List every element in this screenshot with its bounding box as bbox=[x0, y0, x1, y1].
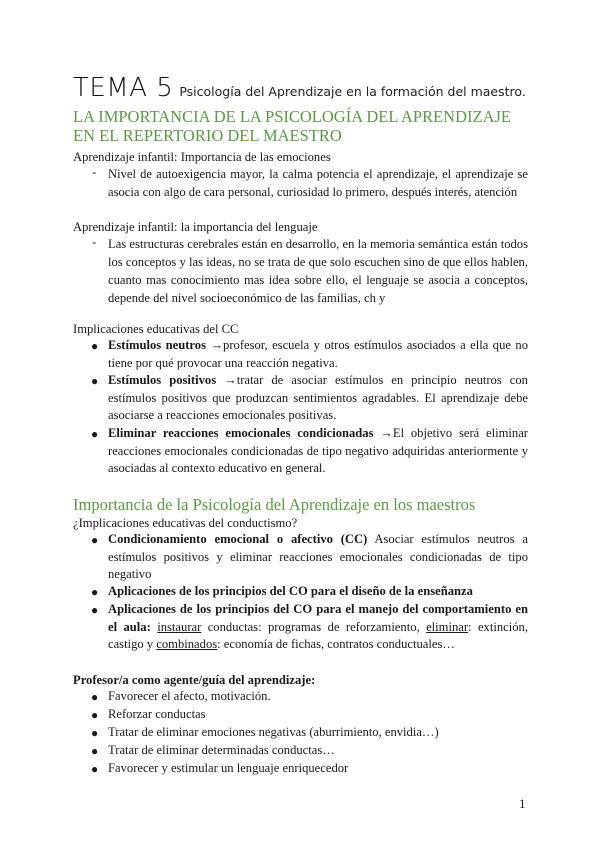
title-line bbox=[73, 73, 526, 103]
bullet-marker: ● bbox=[91, 726, 99, 740]
dash-marker: - bbox=[92, 235, 97, 249]
section2-heading: Importancia de la Psicología del Aprendizaje en los maestros bbox=[73, 495, 476, 514]
bullet-marker: ● bbox=[91, 374, 99, 388]
bullet-marker: ● bbox=[91, 708, 99, 722]
dash-item-lenguaje: Las estructuras cerebrales están en desarrollo, en la memoria semántica están todos los conceptos y las ideas, no se trata de que solo escuchen sino de que ellos hablen, cuanto mas conocimiento mas idea sobre ello, el lenguaje se asocia a conceptos, depende del nivel socioeconómico de las familias, ch y bbox=[108, 237, 528, 305]
list-item: Reforzar conductas bbox=[108, 707, 206, 721]
sub-heading-lenguaje: Aprendizaje infantil: la importancia del lenguaje bbox=[73, 220, 318, 234]
page-number: 1 bbox=[519, 796, 526, 811]
dash-item-emociones: Nivel de autoexigencia mayor, la calma potencia el aprendizaje, el aprendizaje se asocia con algo de cara personal, curiosidad lo primero, después interés, atención bbox=[108, 167, 528, 199]
bullet-marker: ● bbox=[91, 744, 99, 758]
list-item: Favorecer el afecto, motivación. bbox=[108, 689, 271, 703]
bullet-condicionamiento: Condicionamiento emocional o afectivo (CC) Asociar estímulos neutros a estímulos positivos y eliminar reacciones emocionales condicionadas de tipo negativo bbox=[108, 532, 528, 581]
bullet-marker: ● bbox=[91, 427, 99, 441]
dash-marker: - bbox=[92, 165, 97, 179]
question-conductismo: ¿Implicaciones educativas del conductismo? bbox=[73, 516, 298, 530]
section3-heading: Profesor/a como agente/guía del aprendizaje: bbox=[73, 673, 316, 687]
implicaciones-cc: Implicaciones educativas del CC bbox=[73, 322, 239, 336]
tema-title: TEMA 5 bbox=[73, 73, 174, 103]
list-item: Favorecer y estimular un lenguaje enriquecedor bbox=[108, 761, 349, 775]
sub-heading-emociones: Aprendizaje infantil: Importancia de las emociones bbox=[73, 150, 331, 164]
bullet-marker: ● bbox=[91, 339, 99, 353]
section1-heading: LA IMPORTANCIA DE LA PSICOLOGÍA DEL APRENDIZAJE EN EL REPERTORIO DEL MAESTRO bbox=[73, 107, 512, 145]
tema-subtitle: Psicología del Aprendizaje en la formación del maestro. bbox=[179, 84, 526, 99]
list-item: Tratar de eliminar emociones negativas (aburrimiento, envidia…) bbox=[108, 725, 439, 739]
bullet-marker: ● bbox=[91, 533, 99, 547]
list-item: Tratar de eliminar determinadas conductas… bbox=[108, 743, 335, 757]
bullet-marker: ● bbox=[91, 762, 99, 776]
bullet-estimulos-neutros: Estímulos neutros →profesor, escuela y otros estímulos asociados a ella que no tiene por qué provocar una reacción negativa. bbox=[108, 338, 529, 370]
bullet-estimulos-positivos: Estímulos positivos →tratar de asociar estímulos en principio neutros con estímulos positivos que produzcan sentimientos agradables. El aprendizaje debe asociarse a reacciones emocionales positivas. bbox=[108, 373, 528, 422]
bullet-marker: ● bbox=[91, 690, 99, 704]
bullet-diseno-ensenanza: Aplicaciones de los principios del CO para el diseño de la enseñanza bbox=[108, 584, 473, 598]
bullet-manejo-comportamiento: Aplicaciones de los principios del CO para el manejo del comportamiento en el aula: instaurar conductas: programas de reforzamiento, eliminar: extinción, castigo y combinados: economía de fichas, contratos conductuales… bbox=[108, 602, 528, 651]
bullet-marker: ● bbox=[91, 603, 99, 617]
bullet-marker: ● bbox=[91, 585, 99, 599]
bullet-eliminar-reacciones: Eliminar reacciones emocionales condicionadas →El objetivo será eliminar reacciones emocionales condicionadas de tipo negativo adquiridas anteriormente y asociadas al contexto educativo en general. bbox=[108, 426, 528, 475]
